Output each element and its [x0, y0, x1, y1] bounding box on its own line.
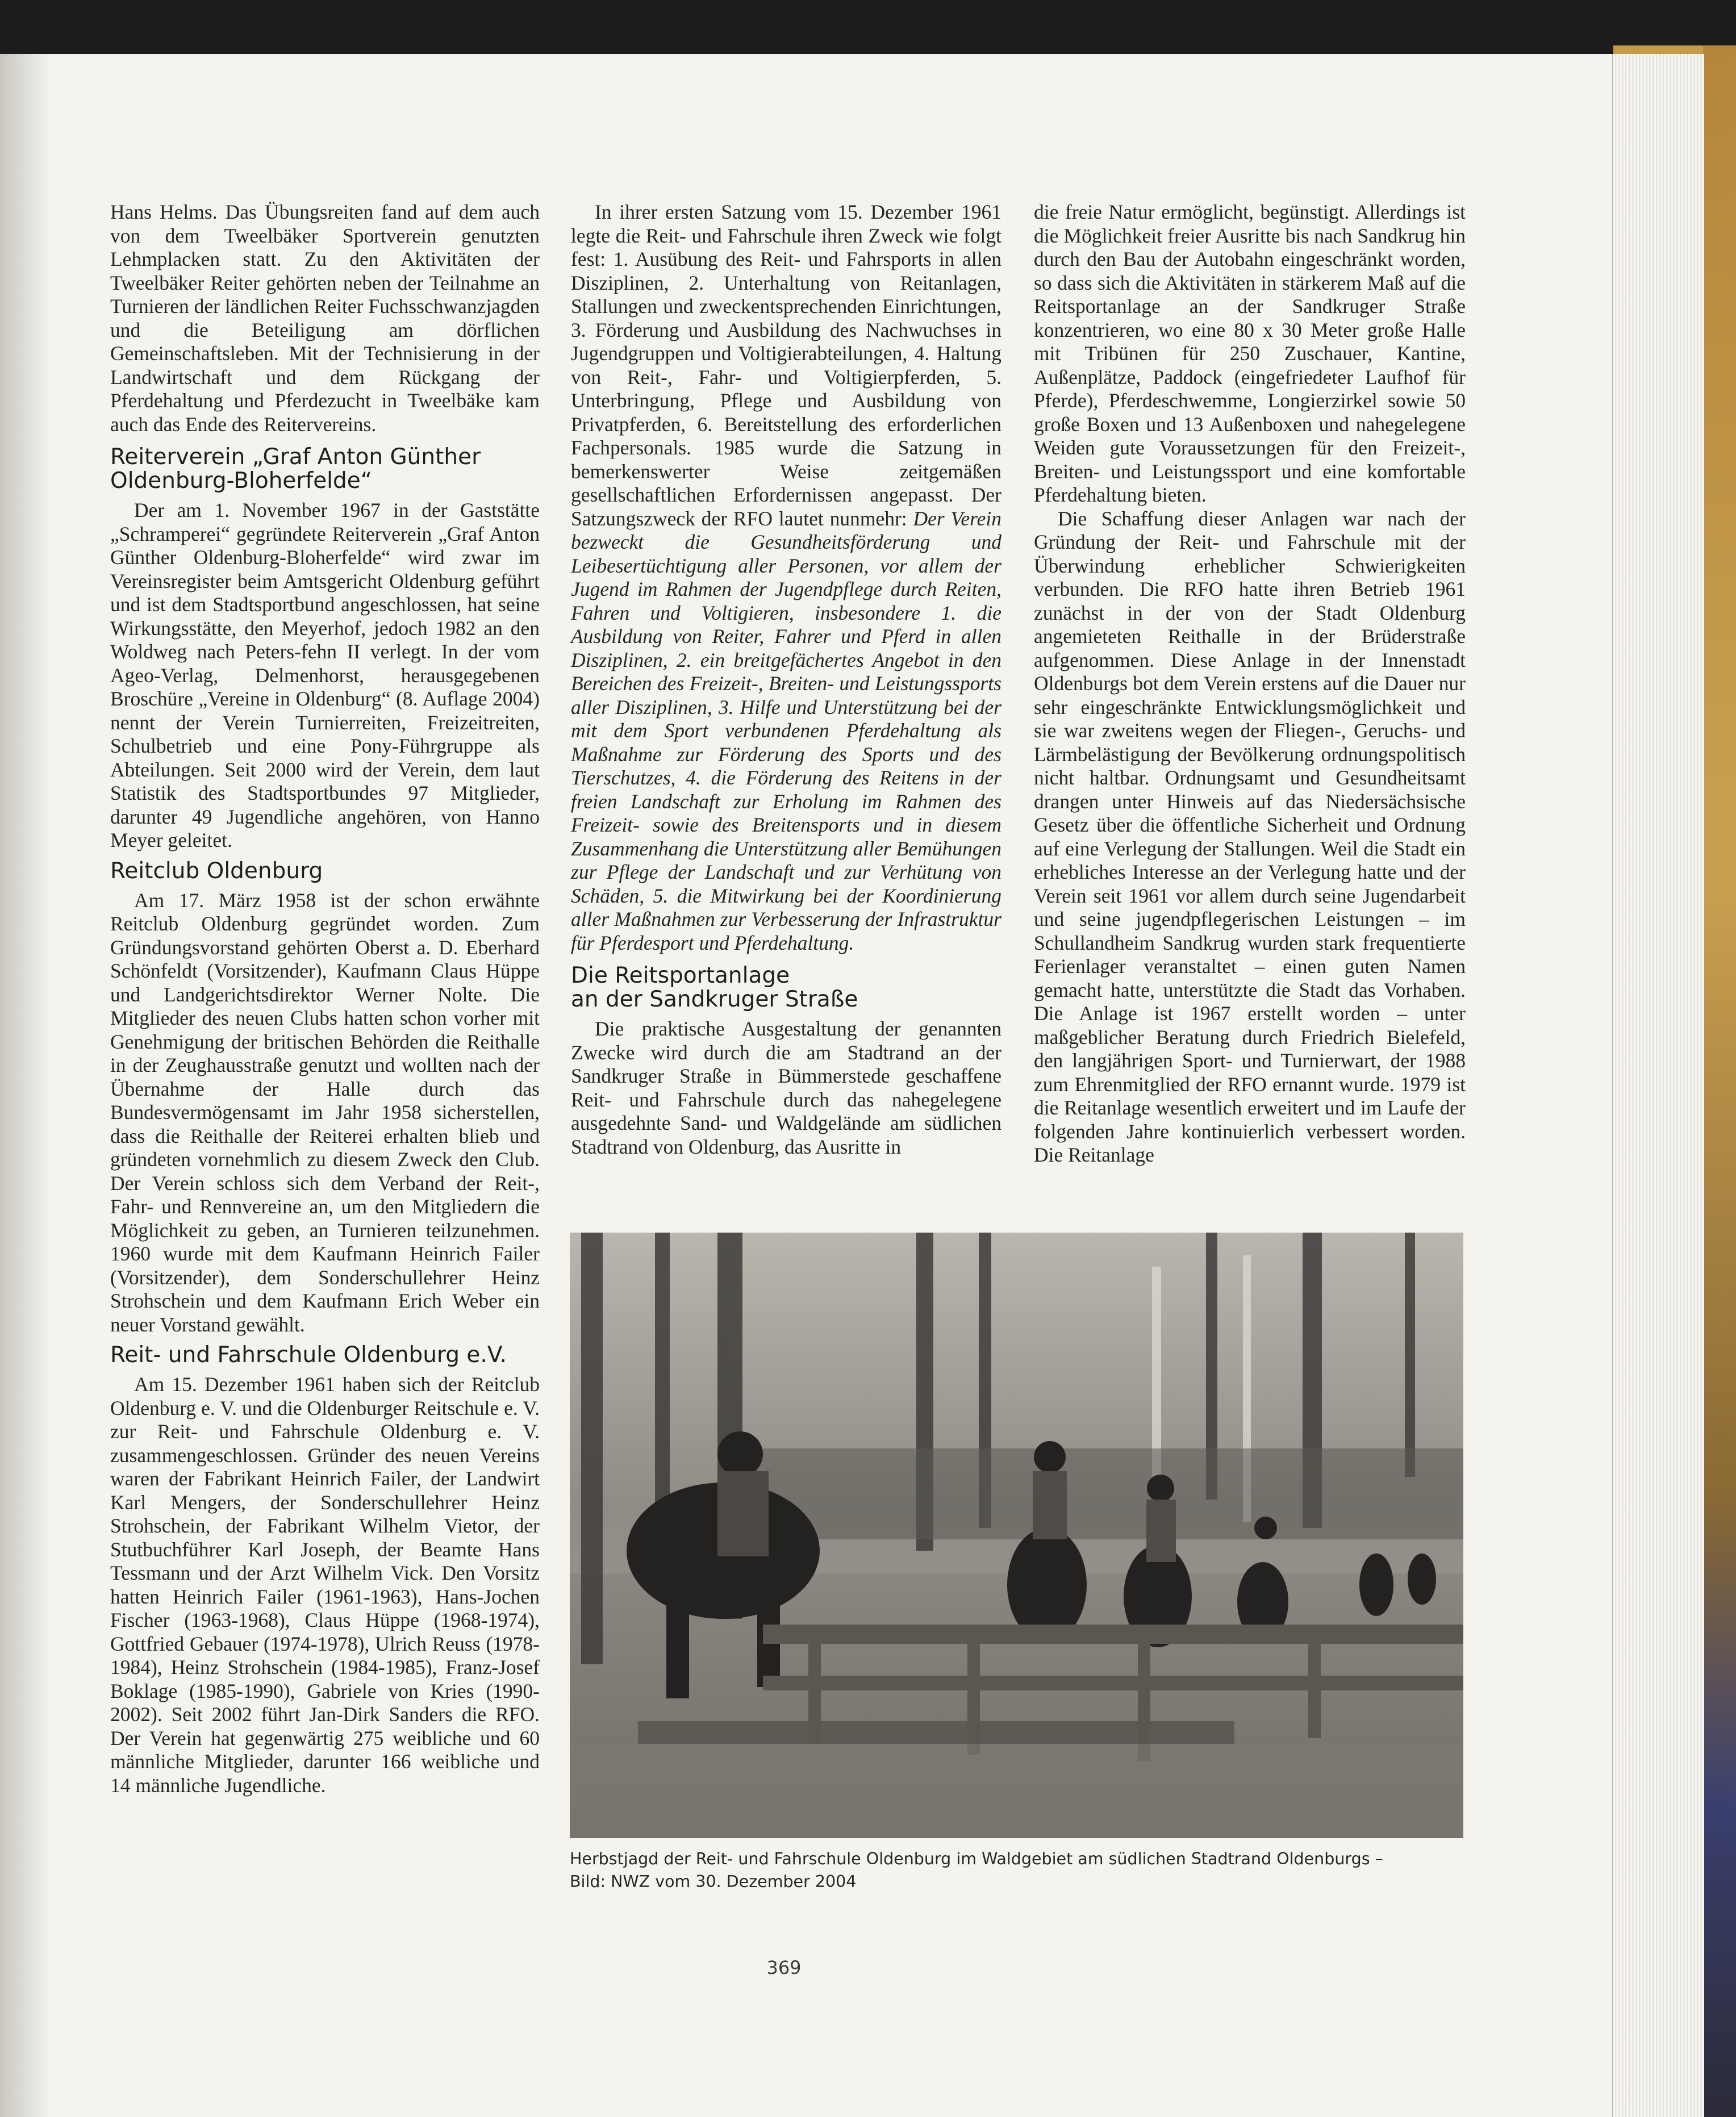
hunt-photograph	[570, 1233, 1463, 1838]
section-heading: Reit- und Fahrschule Oldenburg e.V.	[110, 1342, 507, 1368]
scan-background	[0, 0, 1736, 54]
statute-quote: Der Verein bezweckt die Gesundheitsförderung und Leibesertüchtigung aller Personen, vor allem der Jugend im Rahmen der Jugendpflege durch Reiten, Fahren und Voltigieren, insbesondere 1. die Ausbildung von Reiter, Fahrer und Pferd in allen Disziplinen, 2. ein breitgefächertes Angebot in den Bereichen des Freizeit-, Breiten- und Leistungssports aller Disziplinen, 3. Hilfe und Unterstützung bei der mit dem Sport verbundenen Pferdehaltung als Maßnahme zur Förderung des Sports und des Tierschutzes, 4. die Förderung des Reitens in der freien Landschaft zur Erholung im Rahmen des Freizeit- sowie des Breitensports und in diesem Zusammenhang die Unterstützung aller Bemühungen zur Pflege der Landschaft und zur Verhütung von Schäden, 5. die Mitwirkung bei der Koordinierung aller Maßnahmen zur Verbesserung der Infrastruktur für Pferdesport und Pferdehaltung.	[571, 507, 1001, 954]
book-cover-side	[1703, 45, 1736, 2117]
paragraph: Der am 1. November 1967 in der Gaststätte „Schramperei“ gegründete Reiterverein „Graf Anton Günther Oldenburg-Bloherfelde“ wird zwar im Vereinsregister beim Amtsgericht Oldenburg geführt und ist dem Stadtsportbund angeschlossen, hat seine Wirkungsstätte, den Meyerhof, jedoch 1982 an den Woldweg nach Peters-fehn II verlegt. In der vom Ageo-Verlag, Delmenhorst, herausgegebenen Broschüre „Vereine in Oldenburg“ (8. Auflage 2004) nennt der Verein Turnierreiten, Freizeitreiten, Schulbetrieb und eine Pony-Führgruppe als Abteilungen. Seit 2000 wird der Verein, dem laut Statistik des Stadtsportbundes 97 Mitglieder, darunter 49 Jugendliche angehören, von Hanno Meyer geleitet.	[110, 499, 540, 851]
page-edges	[1612, 54, 1704, 2117]
caption-line: Herbstjagd der Reit- und Fahrschule Oldenburg im Waldgebiet am südlichen Stadtrand Oldenburgs –	[570, 1849, 1383, 1868]
paragraph	[571, 201, 1001, 955]
section-heading-line: Die Reitsportanlage	[571, 963, 790, 988]
paragraph: die freie Natur ermöglicht, begünstigt. Allerdings ist die Möglichkeit freier Ausritte bis nach Sandkrug hin durch den Bau der Autobahn eingeschränkt worden, so dass sich die Aktivitäten in stärkerem Maß auf die Reitsportanlage an der Sandkruger Straße konzentrieren, wo eine 80 x 30 Meter große Halle mit Tribünen für 250 Zuschauer, Kantine, Außenplätze, Paddock (eingefriedeter Laufhof für Pferde), Pferdeschwemme, Longierzirkel sowie 50 große Boxen und 13 Außenboxen und nahegelegene Weiden gute Voraussetzungen für den Freizeit-, Breiten- und Leistungssport und eine komfortable Pferdehaltung bieten.	[1034, 201, 1466, 506]
text-column-1	[110, 201, 540, 1797]
text-column-2	[571, 201, 1001, 1159]
paragraph: Die praktische Ausgestaltung der genannten Zwecke wird durch die am Stadtrand an der Sandkruger Straße in Bümmerstede geschaffene Reit- und Fahrschule durch das nahegelegene ausgedehnte Sand- und Waldgelände am südlichen Stadtrand von Oldenburg, das Ausritte in	[571, 1017, 1001, 1158]
photo-caption	[570, 1848, 1479, 1893]
page-number: 369	[766, 1957, 802, 1978]
paragraph-text: In ihrer ersten Satzung vom 15. Dezember 1961 legte die Reit- und Fahrschule ihren Zweck wie folgt fest: 1. Ausübung des Reit- und Fahrsports in allen Disziplinen, 2. Unterhaltung von Reitanlagen, Stallungen und zweckentsprechenden Einrichtungen, 3. Förderung und Ausbildung des Nachwuchses in Jugendgruppen und Voltigierabteilungen, 4. Haltung von Reit-, Fahr- und Voltigierpferden, 5. Unterbringung, Pflege und Ausbildung von Privatpferden, 6. Bereitstellung des erforderlichen Fachpersonals. 1985 wurde die Satzung in bemerkenswerter Weise zeitgemäßen gesellschaftlichen Erfordernissen angepasst. Der Satzungszweck der RFO lautet nunmehr:	[571, 201, 1001, 530]
paragraph: Die Schaffung dieser Anlagen war nach der Gründung der Reit- und Fahrschule mit der Überwindung erheblicher Schwierigkeiten verbunden. Die RFO hatte ihren Betrieb 1961 zunächst in der von der Stadt Oldenburg angemieteten Reithalle in der Brüderstraße aufgenommen. Diese Anlage in der Innenstadt Oldenburgs bot dem Verein erstens auf die Dauer nur sehr eingeschränkte Entwicklungsmöglichkeit und sie war zweitens wegen der Fliegen-, Geruchs- und Lärmbelästigung der Bevölkerung ordnungspolitisch nicht haltbar. Ordnungsamt und Gesundheitsamt drangen unter Hinweis auf das Niedersächsische Gesetz über die öffentliche Sicherheit und Ordnung auf eine Verlegung der Stallungen. Weil die Stadt ein erhebliches Interesse an der Verlegung hatte und der Verein seit 1961 vor allem durch seine Jugendarbeit und seine jugendpflegerischen Leistungen – im Schullandheim Sandkrug wurden stark frequentierte Ferienlager veranstaltet – einen guten Namen gemacht hatte, unterstützte die Stadt das Vorhaben. Die Anlage ist 1967 erstellt worden – unter maßgeblicher Beratung durch Friedrich Bielefeld, den langjährigen Sport- und Turnierwart, der 1988 zum Ehrenmitglied der RFO ernannt wurde. 1979 ist die Reitanlage wesentlich erweitert und im Laufe der folgenden Jahre kontinuierlich verbessert worden. Die Reitanlage	[1034, 507, 1466, 1166]
gutter-shadow	[0, 54, 51, 2117]
photo-illustration	[570, 1233, 1463, 1838]
paragraph: Hans Helms. Das Übungsreiten fand auf dem auch von dem Tweelbäker Sportverein genutzten Lehmplacken statt. Zu den Aktivitäten der Tweelbäker Reiter gehörten neben der Teilnahme an Turnieren der ländlichen Reiter Fuchsschwanzjagden und die Beteiligung am dörflichen Gemeinschaftsleben. Mit der Technisierung in der Landwirtschaft und dem Rückgang der Pferdehaltung und Pferdezucht in Tweelbäke kam auch das Ende des Reitervereins.	[110, 201, 540, 436]
text-column-3	[1034, 201, 1466, 1167]
caption-line: Bild: NWZ vom 30. Dezember 2004	[570, 1872, 857, 1891]
section-heading: Reitclub Oldenburg	[110, 858, 323, 884]
paragraph: Am 17. März 1958 ist der schon erwähnte Reitclub Oldenburg gegründet worden. Zum Gründungsvorstand gehörten Oberst a. D. Eberhard Schönfeldt (Vorsitzender), Kaufmann Claus Hüppe und Landgerichtsdirektor Werner Nolte. Die Mitglieder des neuen Clubs hatten schon vorher mit Genehmigung der britischen Behörden die Reithalle in der Zeughausstraße genutzt und wollten nach der Übernahme der Halle durch das Bundesvermögensamt im Jahr 1958 sicherstellen, dass die Reithalle der Reiterei erhalten blieb und gründeten vornehmlich zu diesem Zweck den Club. Der Verein schloss sich dem Verband der Reit-, Fahr- und Rennvereine an, um den Mitgliedern die Möglichkeit zu geben, an Turnieren teilzunehmen. 1960 wurde mit dem Kaufmann Heinrich Failer (Vorsitzender), dem Sonderschullehrer Heinz Strohschein und dem Kaufmann Erich Weber ein neuer Vorstand gewählt.	[110, 888, 540, 1336]
section-heading: Reiterverein „Graf Anton Günther Oldenburg-Bloherfelde“	[110, 444, 481, 494]
section-heading	[571, 964, 1001, 1012]
section-heading-line: an der Sandkruger Straße	[571, 987, 858, 1012]
paragraph: Am 15. Dezember 1961 haben sich der Reitclub Oldenburg e. V. und die Oldenburger Reitschule e. V. zur Reit- und Fahrschule Oldenburg e. V. zusammengeschlossen. Gründer des neuen Vereins waren der Fabrikant Heinrich Failer, der Landwirt Karl Mengers, der Sonderschullehrer Heinz Strohschein, der Fabrikant Wilhelm Vietor, der Stutbuchführer Karl Joseph, der Beamte Hans Tessmann und der Arzt Wilhelm Vick. Den Vorsitz hatten Heinrich Failer (1961-1963), Hans-Jochen Fischer (1963-1968), Claus Hüppe (1968-1974), Gottfried Gebauer (1974-1978), Ulrich Reuss (1978-1984), Heinz Strohschein (1984-1985), Franz-Josef Boklage (1985-1990), Gabriele von Kries (1990-2002). Seit 2002 führt Jan-Dirk Sanders die RFO. Der Verein hat gegenwärtig 275 weibliche und 60 männliche Mitglieder, darunter 166 weibliche und 14 männliche Jugendliche.	[110, 1373, 540, 1797]
